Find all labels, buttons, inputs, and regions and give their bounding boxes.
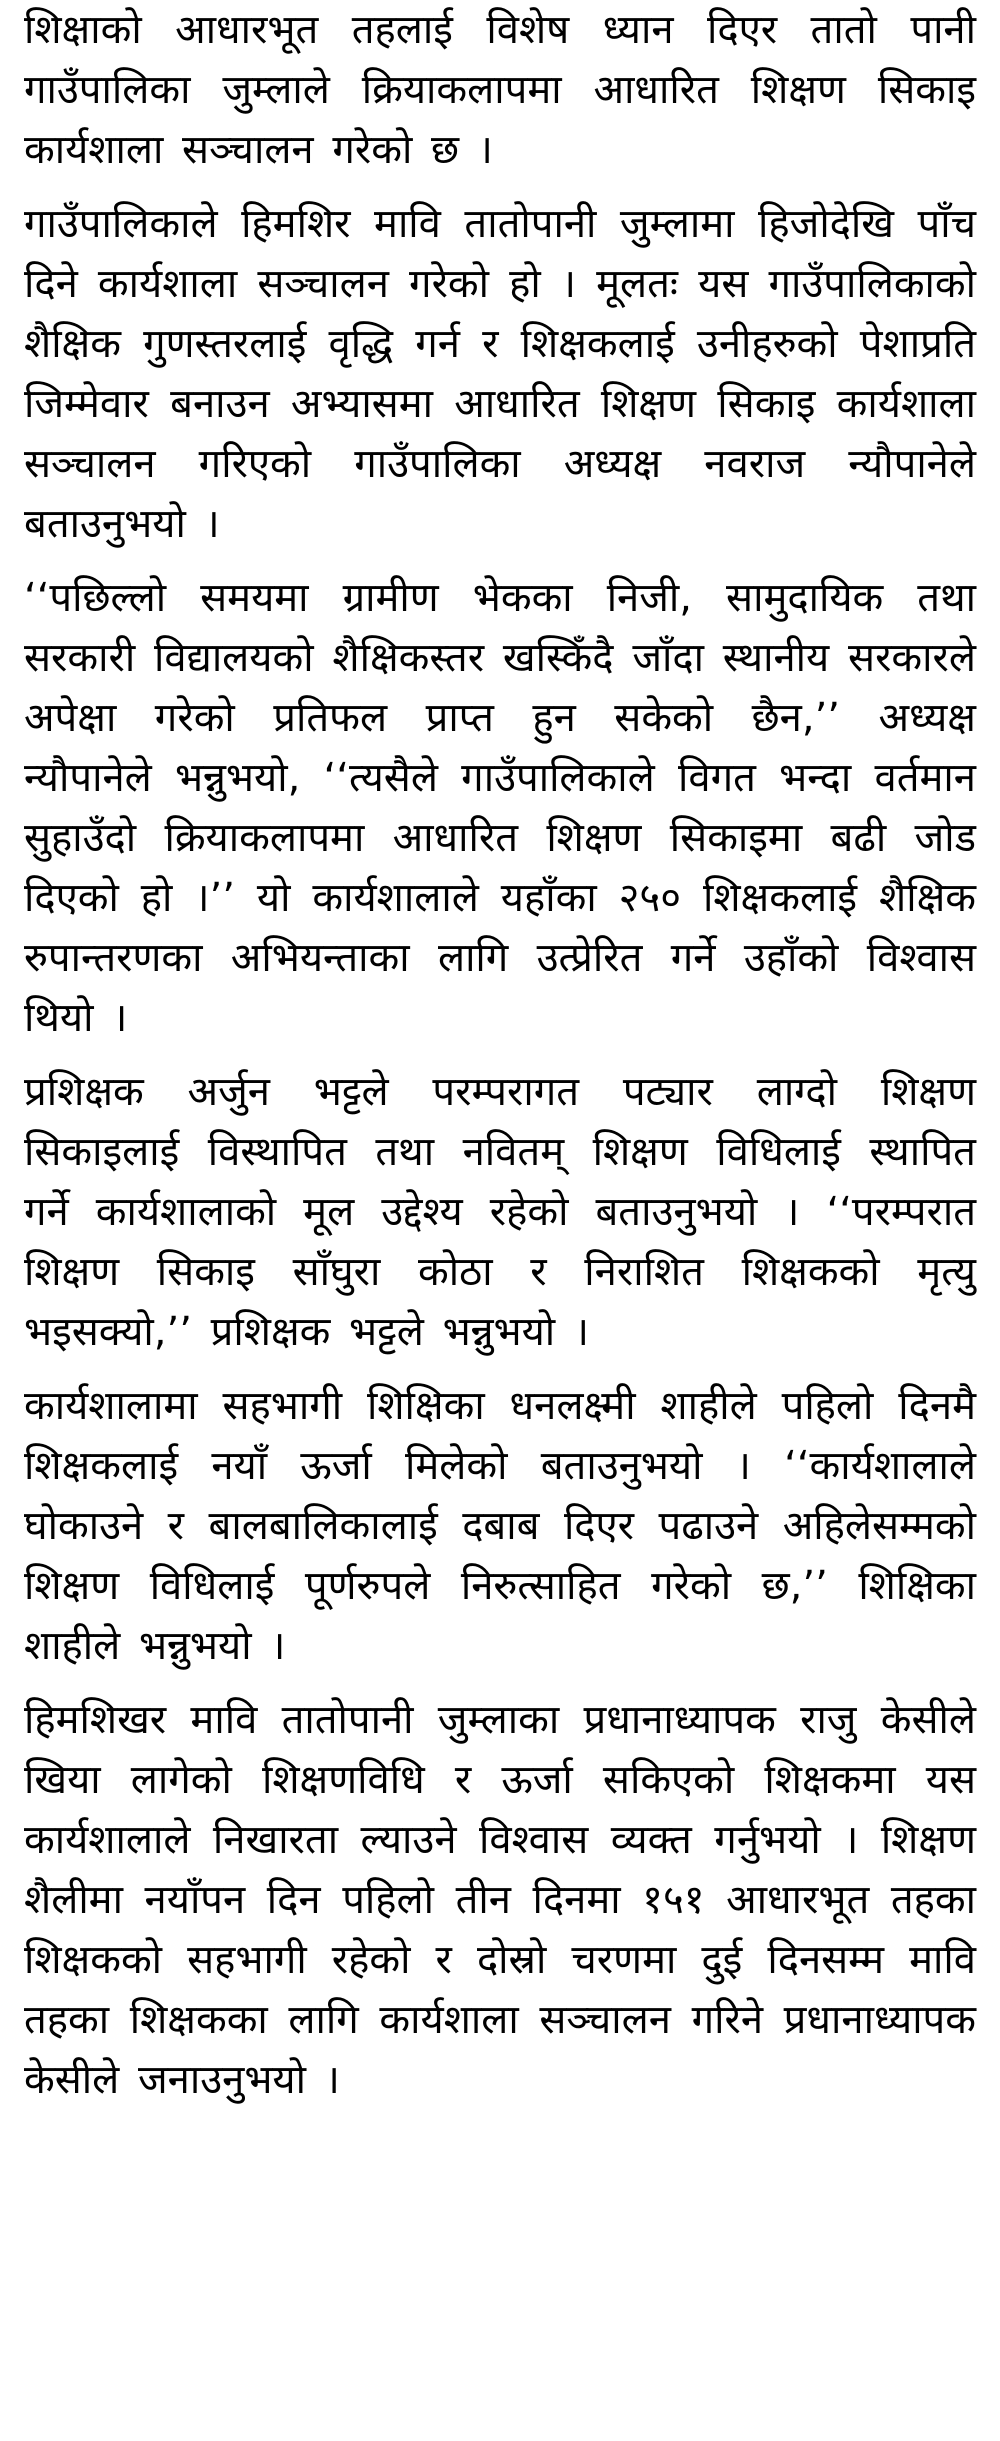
paragraph-chairman-quote: ‘‘पछिल्लो समयमा ग्रामीण भेकका निजी, सामुदायिक तथा सरकारी विद्यालयको शैक्षिकस्तर खस्किँदै जाँदा स्थानीय सरकारले अपेक्षा गरेको प्रतिफल प्राप्त हुन सकेको छैन,’’ अध्यक्ष न्यौपानेले भन्नुभयो, ‘‘त्यसैले गाउँपालिकाले विगत भन्दा वर्तमान सुहाउँदो क्रियाकलापमा आधारित शिक्षण सिकाइमा बढी जोड दिएको हो ।’’ यो कार्यशालाले यहाँका २५० शिक्षकलाई शैक्षिक रुपान्तरणका अभियन्ताका लागि उत्प्रेरित गर्ने उहाँको विश्वास थियो । <box>24 575 976 1041</box>
paragraph-workshop-details: गाउँपालिकाले हिमशिर मावि तातोपानी जुम्लामा हिजोदेखि पाँच दिने कार्यशाला सञ्चालन गरेको हो । मूलतः यस गाउँपालिकाको शैक्षिक गुणस्तरलाई वृद्धि गर्न र शिक्षकलाई उनीहरुको पेशाप्रति जिम्मेवार बनाउन अभ्यासमा आधारित शिक्षण सिकाइ कार्यशाला सञ्चालन गरिएको गाउँपालिका अध्यक्ष नवराज न्यौपानेले बताउनुभयो । <box>24 201 976 547</box>
paragraph-trainer-quote: प्रशिक्षक अर्जुन भट्टले परम्परागत पट्यार लाग्दो शिक्षण सिकाइलाई विस्थापित तथा नवितम् शिक्षण विधिलाई स्थापित गर्ने कार्यशालाको मूल उद्देश्य रहेको बताउनुभयो । ‘‘परम्परात शिक्षण सिकाइ साँघुरा कोठा र निराशित शिक्षकको मृत्यु भइसक्यो,’’ प्रशिक्षक भट्टले भन्नुभयो । <box>24 1069 976 1355</box>
article-body <box>24 0 976 2124</box>
paragraph-intro: शिक्षाको आधारभूत तहलाई विशेष ध्यान दिएर तातो पानी गाउँपालिका जुम्लाले क्रियाकलापमा आधारित शिक्षण सिकाइ कार्यशाला सञ्चालन गरेको छ । <box>24 7 976 173</box>
paragraph-teacher-quote: कार्यशालामा सहभागी शिक्षिका धनलक्ष्मी शाहीले पहिलो दिनमै शिक्षकलाई नयाँ ऊर्जा मिलेको बताउनुभयो । ‘‘कार्यशालाले घोकाउने र बालबालिकालाई दबाब दिएर पढाउने अहिलेसम्मको शिक्षण विधिलाई पूर्णरुपले निरुत्साहित गरेको छ,’’ शिक्षिका शाहीले भन्नुभयो । <box>24 1383 976 1669</box>
paragraph-headteacher: हिमशिखर मावि तातोपानी जुम्लाका प्रधानाध्यापक राजु केसीले खिया लागेको शिक्षणविधि र ऊर्जा सकिएको शिक्षकमा यस कार्यशालाले निखारता ल्याउने विश्वास व्यक्त गर्नुभयो । शिक्षण शैलीमा नयाँपन दिन पहिलो तीन दिनमा १५१ आधारभूत तहका शिक्षकको सहभागी रहेको र दोस्रो चरणमा दुई दिनसम्म मावि तहका शिक्षकका लागि कार्यशाला सञ्चालन गरिने प्रधानाध्यापक केसीले जनाउनुभयो । <box>24 1697 976 2103</box>
